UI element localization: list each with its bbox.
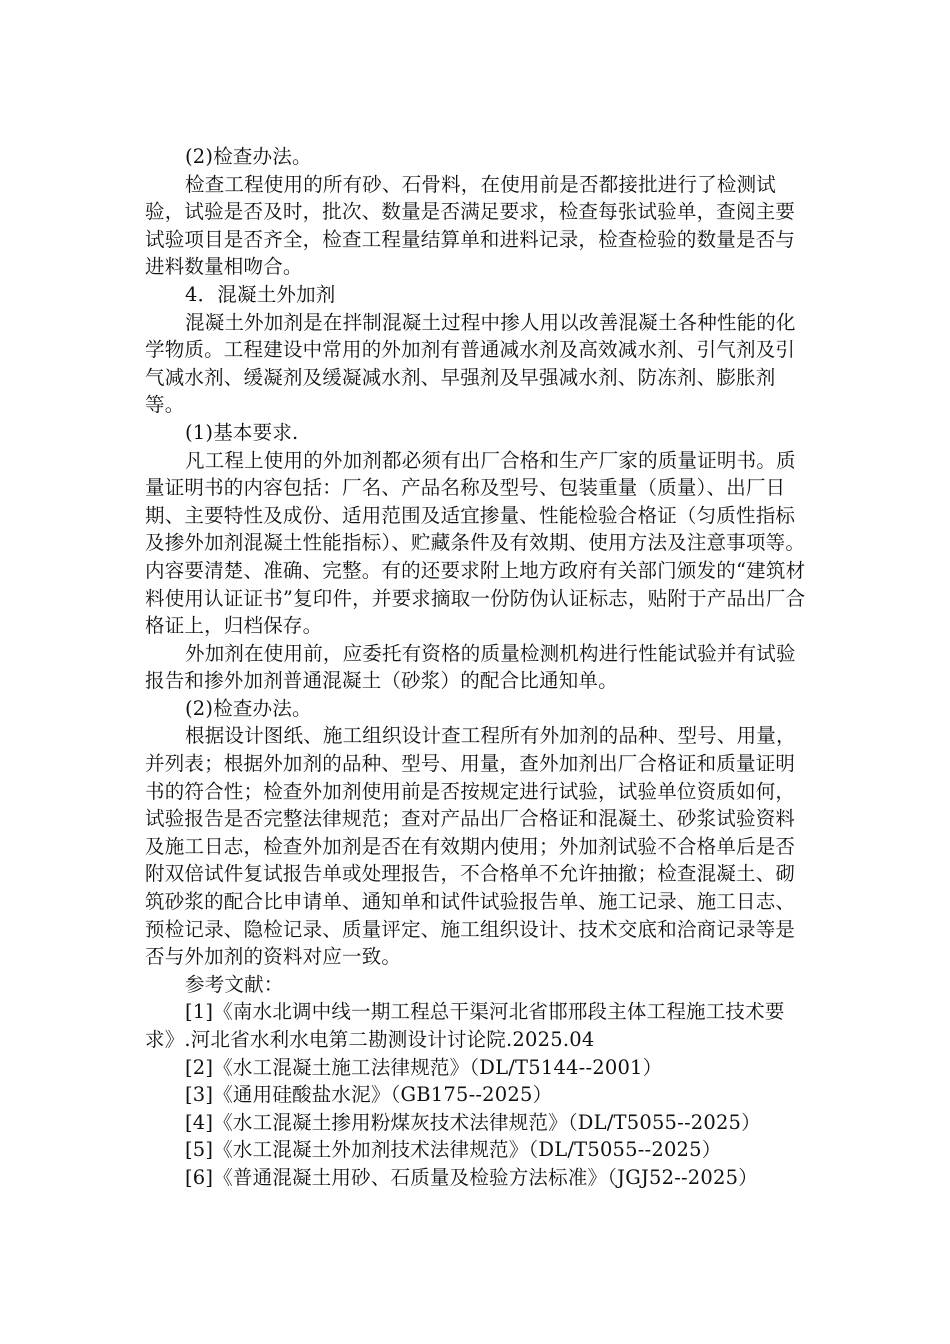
section-heading-basic-requirements: (1)基本要求. [185, 420, 299, 444]
body-paragraph: 凡工程上使用的外加剂都必须有出厂合格和生产厂家的质量证明书。质量证明书的内容包括：厂名、产品名称及型号、包装重量（质量）、出厂日期、主要特性及成份、适用范围及适宜掺量、性能检验合格证（匀质性指标及掺外加剂混凝土性能指标）、贮藏条件及有效期、使用方法及注意事项等。内容要清楚、准确、完整。有的还要求附上地方政府有关部门颁发的“建筑材料使用认证证书”复印件，并要求摘取一份防伪认证标志，贴附于产品出厂合格证上，归档保存。 [145, 448, 806, 638]
reference-item: [2]《水工混凝土施工法律规范》（DL/T5144--2001） [185, 1055, 663, 1079]
section-heading-admixture: 4．混凝土外加剂 [185, 282, 336, 306]
references-heading: 参考文献： [185, 972, 284, 996]
reference-item: [6]《普通混凝土用砂、石质量及检验方法标准》（JGJ52--2025） [185, 1165, 758, 1189]
reference-item: [3]《通用硅酸盐水泥》（GB175--2025） [185, 1083, 553, 1107]
reference-item: [1]《南水北调中线一期工程总干渠河北省邯邢段主体工程施工技术要求》.河北省水利水电第二勘测设计讨论院.2025.04 [145, 1000, 785, 1051]
reference-item: [5]《水工混凝土外加剂技术法律规范》（DL/T5055--2025） [185, 1138, 722, 1162]
reference-item: [4]《水工混凝土掺用粉煤灰技术法律规范》（DL/T5055--2025） [185, 1110, 761, 1134]
body-paragraph: 外加剂在使用前，应委托有资格的质量检测机构进行性能试验并有试验报告和掺外加剂普通混凝土（砂浆）的配合比通知单。 [145, 641, 796, 693]
document-body [145, 143, 810, 1192]
body-paragraph: 检查工程使用的所有砂、石骨料，在使用前是否都接批进行了检测试验，试验是否及时，批次、数量是否满足要求，检查每张试验单，查阅主要试验项目是否齐全，检查工程量结算单和进料记录，检查检验的数量是否与进料数量相吻合。 [145, 172, 796, 279]
section-heading-inspection-method: (2)检查办法。 [185, 145, 312, 168]
body-paragraph: 混凝土外加剂是在拌制混凝土过程中掺人用以改善混凝土各种性能的化学物质。工程建设中常用的外加剂有普通减水剂及高效减水剂、引气剂及引气减水剂、缓凝剂及缓凝减水剂、早强剂及早强减水剂、防冻剂、膨胀剂等。 [145, 310, 796, 417]
body-paragraph: 根据设计图纸、施工组织设计查工程所有外加剂的品种、型号、用量，并列表；根据外加剂的品种、型号、用量，查外加剂出厂合格证和质量证明书的符合性；检查外加剂使用前是否按规定进行试验，试验单位资质如何，试验报告是否完整法律规范；查对产品出厂合格证和混凝土、砂浆试验资料及施工日志，检查外加剂是否在有效期内使用；外加剂试验不合格单后是否附双倍试件复试报告单或处理报告，不合格单不允许抽撤；检查混凝土、砌筑砂浆的配合比申请单、通知单和试件试验报告单、施工记录、施工日志、预检记录、隐检记录、质量评定、施工组织设计、技术交底和洽商记录等是否与外加剂的资料对应一致。 [145, 724, 796, 969]
section-heading-inspection-method: (2)检查办法。 [185, 696, 312, 720]
